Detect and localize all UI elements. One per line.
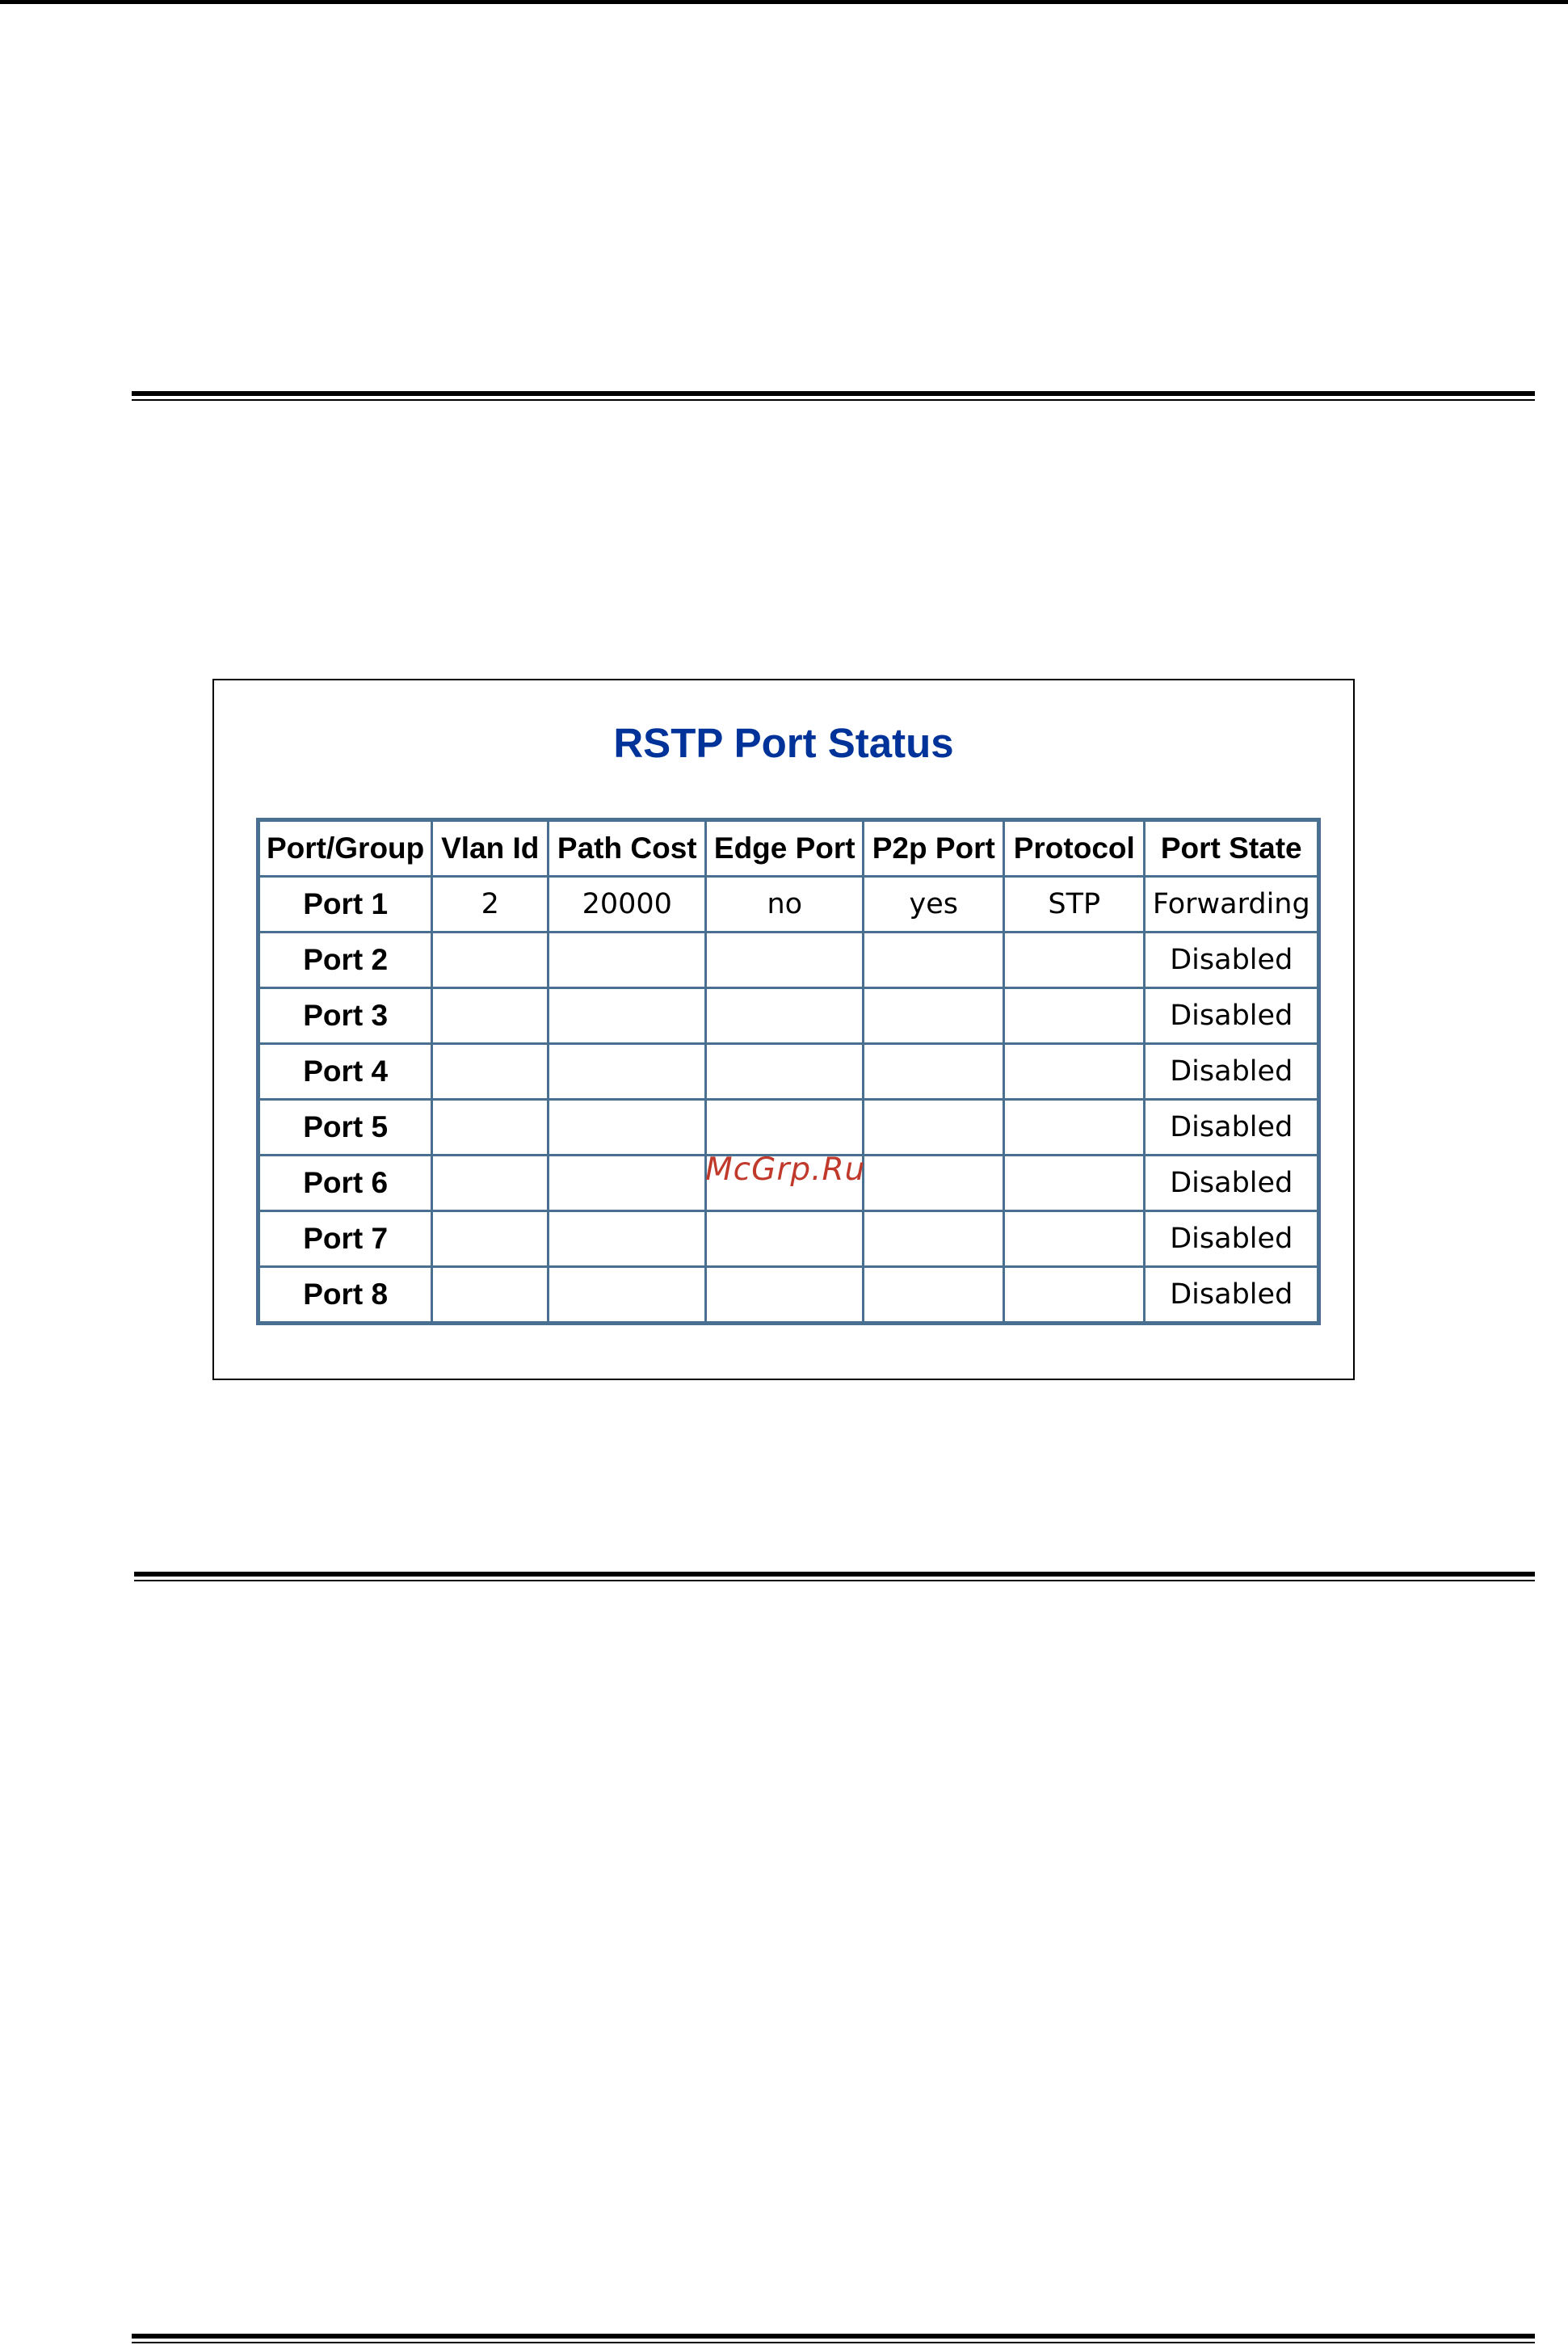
edge-port-cell [706,1267,864,1324]
section-divider-middle [134,1572,1535,1581]
header-vlan-id: Vlan Id [432,820,549,877]
path-cost-cell [549,933,706,988]
section-divider-top [132,391,1535,401]
p2p-port-cell [864,1044,1004,1100]
protocol-cell [1004,933,1145,988]
panel-title: RSTP Port Status [613,720,954,766]
vlan-id-cell [432,1156,549,1211]
path-cost-cell [549,988,706,1044]
header-port-state: Port State [1145,820,1319,877]
p2p-port-cell [864,933,1004,988]
top-rule [0,0,1568,4]
port-cell: Port 4 [259,1044,432,1100]
table-row [259,1267,1319,1324]
protocol-cell [1004,988,1145,1044]
section-divider-bottom [132,2334,1535,2343]
port-state-cell: Disabled [1145,988,1319,1044]
vlan-id-cell: 2 [432,877,549,933]
port-cell: Port 7 [259,1211,432,1267]
edge-port-cell [706,933,864,988]
table-row [259,1211,1319,1267]
table-row [259,933,1319,988]
protocol-cell [1004,1100,1145,1156]
port-cell: Port 1 [259,877,432,933]
table-header-row [259,820,1319,877]
protocol-cell [1004,1211,1145,1267]
p2p-port-cell: yes [864,877,1004,933]
p2p-port-cell [864,1267,1004,1324]
path-cost-cell [549,1100,706,1156]
header-p2p-port: P2p Port [864,820,1004,877]
header-path-cost: Path Cost [549,820,706,877]
protocol-cell [1004,1267,1145,1324]
protocol-cell: STP [1004,877,1145,933]
watermark: McGrp.Ru [705,1151,866,1188]
vlan-id-cell [432,1267,549,1324]
port-state-cell: Forwarding [1145,877,1319,933]
header-edge-port: Edge Port [706,820,864,877]
edge-port-cell [706,1100,864,1156]
rstp-port-status-table [256,818,1321,1325]
vlan-id-cell [432,1044,549,1100]
vlan-id-cell [432,1100,549,1156]
vlan-id-cell [432,1211,549,1267]
path-cost-cell: 20000 [549,877,706,933]
p2p-port-cell [864,1100,1004,1156]
p2p-port-cell [864,988,1004,1044]
edge-port-cell [706,1044,864,1100]
edge-port-cell [706,1211,864,1267]
port-state-cell: Disabled [1145,1267,1319,1324]
port-state-cell: Disabled [1145,1156,1319,1211]
port-state-cell: Disabled [1145,1100,1319,1156]
edge-port-cell: no [706,877,864,933]
path-cost-cell [549,1044,706,1100]
table-row [259,877,1319,933]
vlan-id-cell [432,933,549,988]
p2p-port-cell [864,1211,1004,1267]
port-cell: Port 6 [259,1156,432,1211]
table-row [259,988,1319,1044]
rstp-port-status-panel [212,679,1355,1380]
path-cost-cell [549,1267,706,1324]
header-port-group: Port/Group [259,820,432,877]
port-state-cell: Disabled [1145,1044,1319,1100]
p2p-port-cell [864,1156,1004,1211]
header-protocol: Protocol [1004,820,1145,877]
vlan-id-cell [432,988,549,1044]
port-state-cell: Disabled [1145,1211,1319,1267]
table-row [259,1044,1319,1100]
protocol-cell [1004,1156,1145,1211]
port-cell: Port 3 [259,988,432,1044]
port-cell: Port 5 [259,1100,432,1156]
path-cost-cell [549,1211,706,1267]
port-state-cell: Disabled [1145,933,1319,988]
port-cell: Port 2 [259,933,432,988]
path-cost-cell [549,1156,706,1211]
protocol-cell [1004,1044,1145,1100]
table-row [259,1100,1319,1156]
edge-port-cell [706,988,864,1044]
port-cell: Port 8 [259,1267,432,1324]
